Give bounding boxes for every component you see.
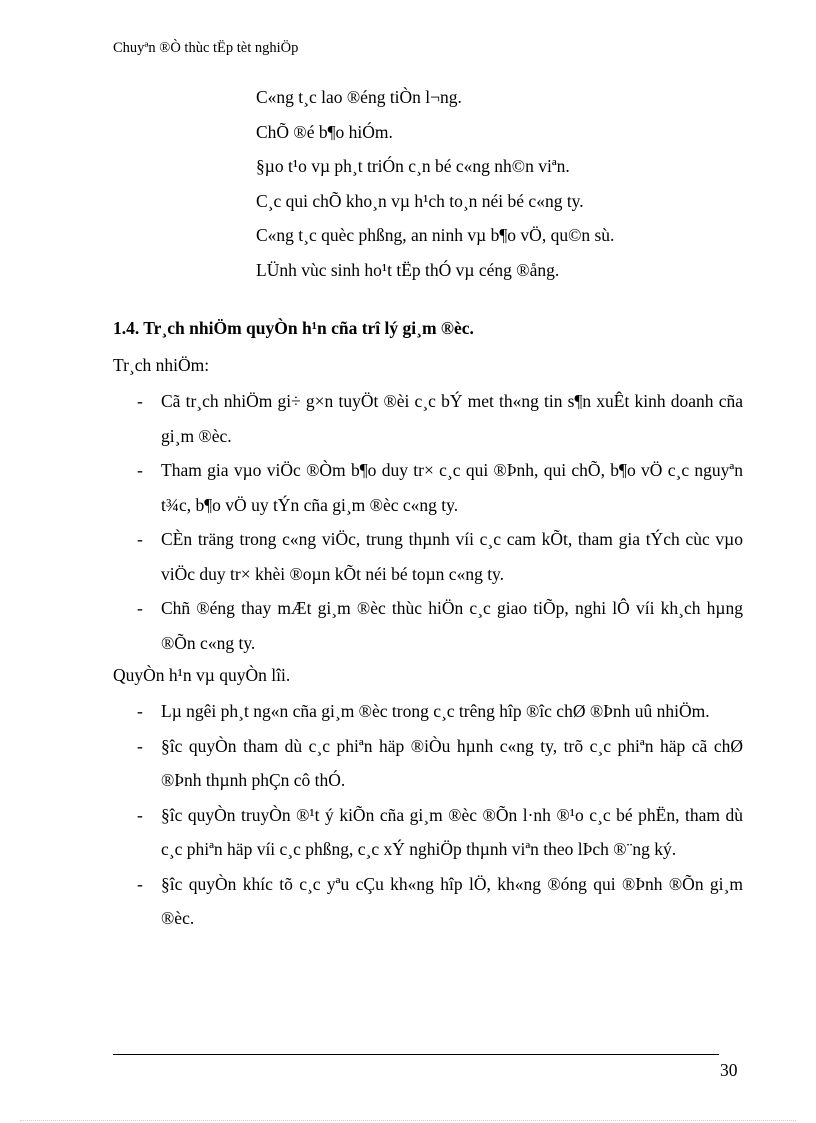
- bullet-dash: -: [137, 735, 143, 756]
- bullet-dash: -: [137, 529, 143, 549]
- list-item: [113, 591, 743, 660]
- list-item: [113, 522, 743, 591]
- bullet-text: Tham gia vµo viÖc ®Òm b¶o duy tr× c¸c qui ®Þnh, qui chÕ, b¶o vÖ c¸c nguyªn t¾c, b¶o vÖ uy tÝn cña gi¸m ®èc c«ng ty.: [161, 460, 743, 515]
- bullet-text: Cã tr¸ch nhiÖm gi÷ g×n tuyÖt ®èi c¸c bÝ met th«ng tin s¶n xuÊt kinh doanh cña gi¸m ®èc.: [161, 391, 743, 446]
- list-item: LÜnh vùc sinh ho¹t tËp thÓ vµ céng ®ång.: [256, 259, 560, 280]
- list-item: C¸c qui chÕ kho¸n vµ h¹ch to¸n néi bé c«ng ty.: [256, 190, 584, 211]
- rights-list: [113, 694, 743, 936]
- bullet-text: CÈn träng trong c«ng viÖc, trung thµnh víi c¸c cam kÕt, tham gia tÝch cùc vµo viÖc duy tr× khèi ®oµn kÕt néi bé toµn c«ng ty.: [161, 529, 743, 584]
- intro-list: [256, 80, 614, 287]
- list-item: [113, 729, 743, 798]
- bullet-text: Lµ ngêi ph¸t ng«n cña gi¸m ®èc trong c¸c trêng hîp ®îc chØ ®Þnh uû nhiÖm.: [161, 701, 710, 721]
- bullet-dash: -: [137, 460, 143, 480]
- section-heading: 1.4. Tr¸ch nhiÖm quyÒn h¹n cña trî lý gi¸m ®èc.: [113, 318, 474, 338]
- bullet-text: §îc quyÒn truyÒn ®¹t ý kiÕn cña gi¸m ®èc ®Õn l·nh ®¹o c¸c bé phËn, tham dù c¸c phiªn häp víi c¸c phßng, c¸c xÝ nghiÖp thµnh viªn theo lÞch ®¨ng ký.: [161, 804, 743, 859]
- page-number: 30: [720, 1060, 738, 1080]
- list-item: [113, 384, 743, 453]
- bullet-dash: -: [137, 391, 143, 411]
- bullet-text: §îc quyÒn khíc tõ c¸c yªu cÇu kh«ng hîp lÖ, kh«ng ®óng qui ®Þnh ®Õn gi¸m ®èc.: [161, 873, 743, 928]
- list-item: [113, 867, 743, 936]
- responsibilities-list: [113, 384, 743, 660]
- page-edge-divider: [20, 1120, 796, 1121]
- list-item: [113, 694, 743, 729]
- list-item: §µo t¹o vµ ph¸t triÓn c¸n bé c«ng nh©n viªn.: [256, 156, 570, 176]
- list-item: [113, 453, 743, 522]
- rights-label: QuyÒn h¹n vµ quyÒn lîi.: [113, 665, 291, 685]
- list-item: C«ng t¸c lao ®éng tiÒn l¬ng.: [256, 87, 462, 107]
- bullet-text: §îc quyÒn tham dù c¸c phiªn häp ®iÒu hµnh c«ng ty, trõ c¸c phiªn häp cã chØ ®Þnh thµnh phÇn cô thÓ.: [161, 735, 743, 790]
- bullet-dash: -: [137, 701, 143, 721]
- bullet-dash: -: [137, 598, 143, 618]
- list-item: ChÕ ®é b¶o hiÓm.: [256, 121, 393, 142]
- bullet-dash: -: [137, 873, 143, 894]
- running-header: Chuyªn ®Ò thùc tËp tèt nghiÖp: [113, 40, 299, 56]
- list-item: [113, 798, 743, 867]
- bullet-dash: -: [137, 804, 143, 825]
- list-item: C«ng t¸c quèc phßng, an ninh vµ b¶o vÖ, qu©n sù.: [256, 225, 615, 245]
- bullet-text: Chñ ®éng thay mÆt gi¸m ®èc thùc hiÖn c¸c giao tiÕp, nghi lÔ víi kh¸ch hµng ®Õn c«ng ty.: [161, 598, 743, 653]
- responsibilities-label: Tr¸ch nhiÖm:: [113, 355, 210, 375]
- footer-divider: [113, 1054, 719, 1055]
